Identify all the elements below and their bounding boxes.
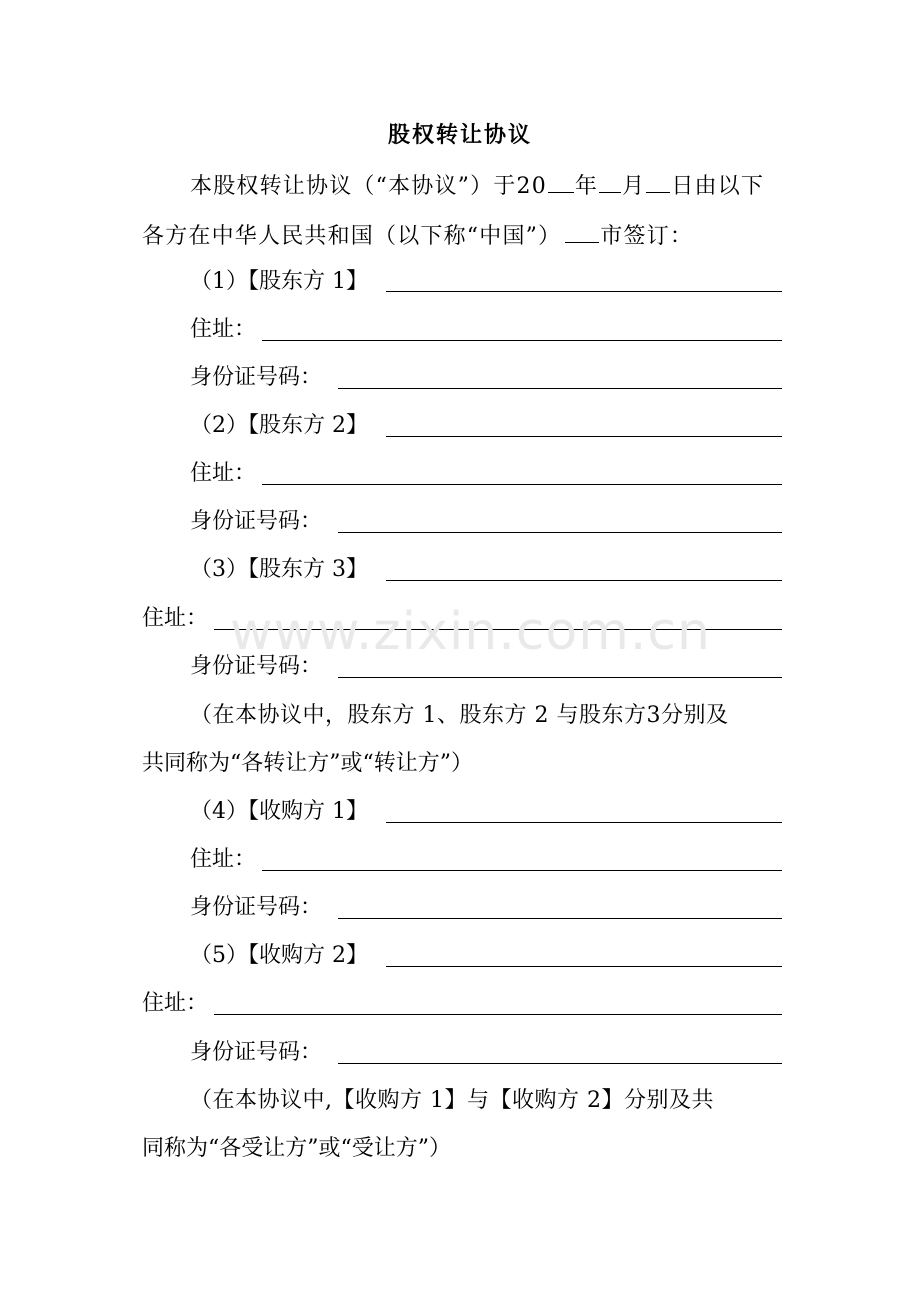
party-1-id-label: 身份证号码： xyxy=(190,365,323,390)
buyer-2-address-label: 住址： xyxy=(142,991,209,1016)
buyer-2-address-field[interactable] xyxy=(214,1014,782,1015)
year-label: 年 xyxy=(574,174,599,199)
party-1-heading: （1）【股东方 1】 xyxy=(190,269,368,294)
party-2-id-label: 身份证号码： xyxy=(190,509,323,534)
transferee-note-line-2: 同称为“各受让方”或“受让方”） xyxy=(142,1136,451,1161)
city-blank[interactable] xyxy=(565,218,599,243)
party-3-id-field[interactable] xyxy=(338,677,782,678)
buyer-2-heading: （5）【收购方 2】 xyxy=(190,943,368,968)
party-3-address-label: 住址： xyxy=(142,606,209,631)
party-2-address-label: 住址： xyxy=(190,461,257,486)
buyer-1-heading: （4）【收购方 1】 xyxy=(190,799,368,824)
party-1-name-field[interactable] xyxy=(386,291,782,292)
buyer-2-id-field[interactable] xyxy=(338,1063,782,1064)
party-3-id-label: 身份证号码： xyxy=(190,654,323,679)
buyer-1-address-field[interactable] xyxy=(262,870,782,871)
document-title: 股权转让协议 xyxy=(387,122,532,148)
intro-text: 本股权转让协议（“本协议”）于 xyxy=(190,174,517,199)
party-3-address-field[interactable] xyxy=(214,629,782,630)
transferor-note-line-2: 共同称为“各转让方”或“转让方”） xyxy=(142,751,473,776)
intro-line-1 xyxy=(190,168,764,202)
intro-city-suffix: 市签订： xyxy=(600,224,694,249)
party-1-address-field[interactable] xyxy=(262,340,782,341)
day-label: 日由以下 xyxy=(671,174,765,199)
party-1-id-field[interactable] xyxy=(338,388,782,389)
buyer-1-id-label: 身份证号码： xyxy=(190,895,323,920)
party-1-address-label: 住址： xyxy=(190,317,257,342)
watermark: www.zixin.com.cn xyxy=(230,602,711,662)
buyer-1-address-label: 住址： xyxy=(190,847,257,872)
party-2-heading: （2）【股东方 2】 xyxy=(190,413,368,438)
day-blank[interactable] xyxy=(646,168,670,193)
month-blank[interactable] xyxy=(599,168,621,193)
buyer-2-name-field[interactable] xyxy=(386,966,782,967)
buyer-1-name-field[interactable] xyxy=(386,822,782,823)
month-label: 月 xyxy=(622,174,646,199)
party-2-name-field[interactable] xyxy=(386,436,782,437)
year-prefix: 20 xyxy=(516,174,547,199)
intro-location-text: 各方在中华人民共和国（以下称“中国”） xyxy=(142,224,562,249)
party-3-heading: （3）【股东方 3】 xyxy=(190,557,368,582)
buyer-1-id-field[interactable] xyxy=(338,918,782,919)
party-2-address-field[interactable] xyxy=(262,484,782,485)
buyer-2-id-label: 身份证号码： xyxy=(190,1040,323,1065)
party-3-name-field[interactable] xyxy=(386,580,782,581)
intro-line-2 xyxy=(142,218,693,252)
year-blank[interactable] xyxy=(548,168,574,193)
party-2-id-field[interactable] xyxy=(338,532,782,533)
transferor-note-line-1: （在本协议中，股东方 1、股东方 2 与股东方3分别及 xyxy=(190,703,729,728)
transferee-note-line-1: （在本协议中,【收购方 1】与【收购方 2】分别及共 xyxy=(190,1088,714,1113)
